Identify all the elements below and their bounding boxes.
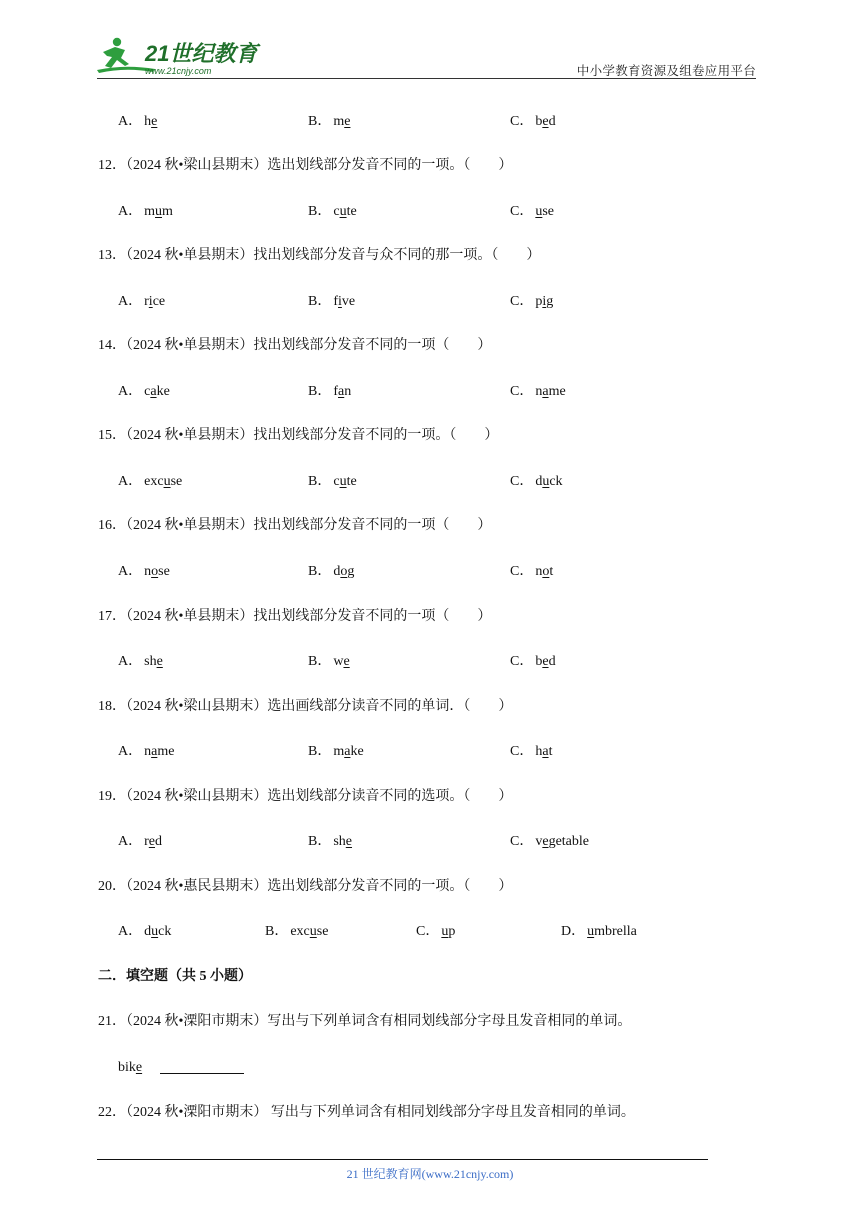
question-15: 15．（2024 秋•单县期末）找出划线部分发音不同的一项。（ ） <box>98 428 499 443</box>
option-c: C． use <box>510 204 555 219</box>
logo-runner-icon <box>95 36 265 78</box>
logo-url: www.21cnjy.com <box>145 66 212 76</box>
platform-name: 中小学教育资源及组卷应用平台 <box>576 64 756 78</box>
option-b: B． dog <box>308 564 355 579</box>
option-b: B． cute <box>308 204 357 219</box>
option-a: A． mum <box>118 204 173 219</box>
option-a: A． he <box>118 114 158 129</box>
option-b: B． five <box>308 294 356 309</box>
option-c: C． not <box>510 564 554 579</box>
option-c: C． bed <box>510 114 556 129</box>
option-c: C． name <box>510 384 566 399</box>
section-heading-fill-in: 二．填空题（共 5 小题） <box>98 969 252 984</box>
option-b: B． fan <box>308 384 352 399</box>
option-b: B． we <box>308 654 350 669</box>
question-21: 21．（2024 秋•溧阳市期末）写出与下列单词含有相同划线部分字母且发音相同的单词。 <box>98 1014 632 1029</box>
answer-blank[interactable] <box>160 1059 244 1074</box>
question-21-word: bike <box>118 1059 244 1077</box>
question-19: 19．（2024 秋•梁山县期末）选出划线部分读音不同的选项。（ ） <box>98 789 513 804</box>
question-14: 14．（2024 秋•单县期末）找出划线部分发音不同的一项（ ） <box>98 338 492 353</box>
option-a: A． duck <box>118 924 172 939</box>
option-a: A． red <box>118 834 163 849</box>
option-b: B． cute <box>308 474 357 489</box>
footer-divider <box>97 1159 708 1160</box>
option-c: C． hat <box>510 744 553 759</box>
option-a: A． she <box>118 654 163 669</box>
option-a: A． excuse <box>118 474 183 489</box>
option-c: C． bed <box>510 654 556 669</box>
site-logo <box>95 36 265 78</box>
question-18: 18．（2024 秋•梁山县期末）选出画线部分读音不同的单词．（ ） <box>98 699 513 714</box>
option-b: B． me <box>308 114 351 129</box>
option-a: A． nose <box>118 564 170 579</box>
question-17: 17．（2024 秋•单县期末）找出划线部分发音不同的一项（ ） <box>98 609 492 624</box>
option-b: B． she <box>308 834 353 849</box>
option-a: A． name <box>118 744 175 759</box>
logo-text: 21世纪教育 <box>145 41 258 66</box>
option-b: B． make <box>308 744 364 759</box>
option-d: D． umbrella <box>561 924 637 939</box>
option-b: B． excuse <box>265 924 329 939</box>
page-header <box>0 0 860 80</box>
option-c: C． vegetable <box>510 834 589 849</box>
question-16: 16．（2024 秋•单县期末）找出划线部分发音不同的一项（ ） <box>98 518 492 533</box>
question-22: 22．（2024 秋•溧阳市期末） 写出与下列单词含有相同划线部分字母且发音相同的单词。 <box>98 1105 635 1120</box>
question-12: 12．（2024 秋•梁山县期末）选出划线部分发音不同的一项。（ ） <box>98 158 513 173</box>
option-c: C． duck <box>510 474 563 489</box>
option-a: A． cake <box>118 384 170 399</box>
question-20: 20．（2024 秋•惠民县期末）选出划线部分发音不同的一项。（ ） <box>98 879 513 894</box>
option-c: C． up <box>416 924 456 939</box>
header-divider <box>97 78 756 79</box>
option-a: A． rice <box>118 294 166 309</box>
question-13: 13．（2024 秋•单县期末）找出划线部分发音与众不同的那一项。（ ） <box>98 248 541 263</box>
option-c: C． pig <box>510 294 554 309</box>
page-footer: 21 世纪教育网(www.21cnjy.com) <box>346 1167 514 1181</box>
